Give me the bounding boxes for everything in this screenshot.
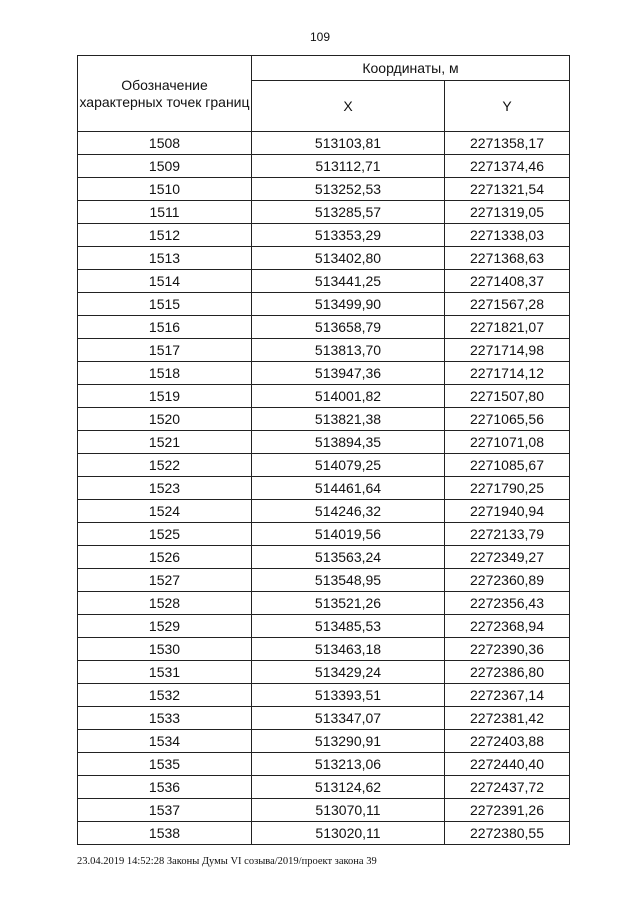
point-cell: 1513 [78, 247, 252, 270]
table-row [78, 638, 570, 661]
table-row [78, 293, 570, 316]
point-cell: 1532 [78, 684, 252, 707]
y-cell: 2271940,94 [445, 500, 570, 523]
y-cell: 2271071,08 [445, 431, 570, 454]
header-coordinates: Координаты, м [252, 56, 570, 81]
table-row [78, 362, 570, 385]
table-row [78, 546, 570, 569]
point-cell: 1537 [78, 799, 252, 822]
y-cell: 2272381,42 [445, 707, 570, 730]
point-cell: 1535 [78, 753, 252, 776]
page-number: 109 [309, 30, 331, 44]
y-cell: 2271065,56 [445, 408, 570, 431]
table-body [78, 132, 570, 845]
point-cell: 1522 [78, 454, 252, 477]
table-row [78, 592, 570, 615]
y-cell: 2271338,03 [445, 224, 570, 247]
table-row [78, 224, 570, 247]
table-row [78, 385, 570, 408]
point-cell: 1520 [78, 408, 252, 431]
point-cell: 1521 [78, 431, 252, 454]
x-cell: 514079,25 [252, 454, 445, 477]
y-cell: 2272386,80 [445, 661, 570, 684]
point-cell: 1526 [78, 546, 252, 569]
y-cell: 2271319,05 [445, 201, 570, 224]
table-row [78, 684, 570, 707]
x-cell: 513947,36 [252, 362, 445, 385]
x-cell: 513124,62 [252, 776, 445, 799]
y-cell: 2272380,55 [445, 822, 570, 845]
table-row [78, 500, 570, 523]
y-cell: 2271790,25 [445, 477, 570, 500]
point-cell: 1529 [78, 615, 252, 638]
x-cell: 513252,53 [252, 178, 445, 201]
y-cell: 2272440,40 [445, 753, 570, 776]
y-cell: 2272368,94 [445, 615, 570, 638]
table-row [78, 776, 570, 799]
x-cell: 513020,11 [252, 822, 445, 845]
table-row [78, 431, 570, 454]
point-cell: 1525 [78, 523, 252, 546]
y-cell: 2271321,54 [445, 178, 570, 201]
point-cell: 1528 [78, 592, 252, 615]
table-row [78, 477, 570, 500]
table-row [78, 799, 570, 822]
table-row [78, 316, 570, 339]
x-cell: 514461,64 [252, 477, 445, 500]
table-row [78, 155, 570, 178]
x-cell: 513463,18 [252, 638, 445, 661]
x-cell: 513393,51 [252, 684, 445, 707]
x-cell: 513290,91 [252, 730, 445, 753]
point-cell: 1530 [78, 638, 252, 661]
y-cell: 2271368,63 [445, 247, 570, 270]
y-cell: 2272403,88 [445, 730, 570, 753]
header-x: X [252, 81, 445, 132]
table-row [78, 753, 570, 776]
y-cell: 2271714,12 [445, 362, 570, 385]
point-cell: 1531 [78, 661, 252, 684]
x-cell: 513499,90 [252, 293, 445, 316]
y-cell: 2272356,43 [445, 592, 570, 615]
table-row [78, 822, 570, 845]
x-cell: 513563,24 [252, 546, 445, 569]
point-cell: 1514 [78, 270, 252, 293]
point-cell: 1518 [78, 362, 252, 385]
header-y: Y [445, 81, 570, 132]
x-cell: 513441,25 [252, 270, 445, 293]
point-cell: 1523 [78, 477, 252, 500]
table-row [78, 730, 570, 753]
x-cell: 514019,56 [252, 523, 445, 546]
point-cell: 1510 [78, 178, 252, 201]
x-cell: 513285,57 [252, 201, 445, 224]
y-cell: 2271408,37 [445, 270, 570, 293]
y-cell: 2272390,36 [445, 638, 570, 661]
y-cell: 2271085,67 [445, 454, 570, 477]
x-cell: 514246,32 [252, 500, 445, 523]
table-row [78, 178, 570, 201]
table-row [78, 615, 570, 638]
y-cell: 2272349,27 [445, 546, 570, 569]
point-cell: 1524 [78, 500, 252, 523]
x-cell: 513103,81 [252, 132, 445, 155]
point-cell: 1509 [78, 155, 252, 178]
y-cell: 2271374,46 [445, 155, 570, 178]
x-cell: 513548,95 [252, 569, 445, 592]
y-cell: 2272437,72 [445, 776, 570, 799]
point-cell: 1512 [78, 224, 252, 247]
x-cell: 513429,24 [252, 661, 445, 684]
table-row [78, 247, 570, 270]
y-cell: 2272133,79 [445, 523, 570, 546]
x-cell: 513112,71 [252, 155, 445, 178]
point-cell: 1517 [78, 339, 252, 362]
x-cell: 514001,82 [252, 385, 445, 408]
table-row [78, 707, 570, 730]
table-row [78, 569, 570, 592]
table-row [78, 454, 570, 477]
x-cell: 513070,11 [252, 799, 445, 822]
point-cell: 1534 [78, 730, 252, 753]
point-cell: 1515 [78, 293, 252, 316]
point-cell: 1538 [78, 822, 252, 845]
table-row [78, 270, 570, 293]
x-cell: 513213,06 [252, 753, 445, 776]
y-cell: 2271714,98 [445, 339, 570, 362]
table-row [78, 132, 570, 155]
y-cell: 2272367,14 [445, 684, 570, 707]
point-cell: 1533 [78, 707, 252, 730]
point-cell: 1516 [78, 316, 252, 339]
point-cell: 1508 [78, 132, 252, 155]
x-cell: 513402,80 [252, 247, 445, 270]
point-cell: 1519 [78, 385, 252, 408]
footer-stamp: 23.04.2019 14:52:28 Законы Думы VI созыва/2019/проект закона 39 [77, 856, 377, 867]
table-row [78, 523, 570, 546]
y-cell: 2271821,07 [445, 316, 570, 339]
x-cell: 513521,26 [252, 592, 445, 615]
table-row [78, 201, 570, 224]
x-cell: 513894,35 [252, 431, 445, 454]
y-cell: 2272360,89 [445, 569, 570, 592]
table-row [78, 408, 570, 431]
coordinates-table [77, 55, 570, 845]
y-cell: 2271358,17 [445, 132, 570, 155]
x-cell: 513813,70 [252, 339, 445, 362]
y-cell: 2271507,80 [445, 385, 570, 408]
table-row [78, 661, 570, 684]
y-cell: 2272391,26 [445, 799, 570, 822]
x-cell: 513347,07 [252, 707, 445, 730]
x-cell: 513353,29 [252, 224, 445, 247]
point-cell: 1536 [78, 776, 252, 799]
y-cell: 2271567,28 [445, 293, 570, 316]
x-cell: 513485,53 [252, 615, 445, 638]
x-cell: 513821,38 [252, 408, 445, 431]
header-point-label: Обозначение характерных точек границ [78, 56, 252, 132]
table-row [78, 339, 570, 362]
x-cell: 513658,79 [252, 316, 445, 339]
point-cell: 1527 [78, 569, 252, 592]
point-cell: 1511 [78, 201, 252, 224]
